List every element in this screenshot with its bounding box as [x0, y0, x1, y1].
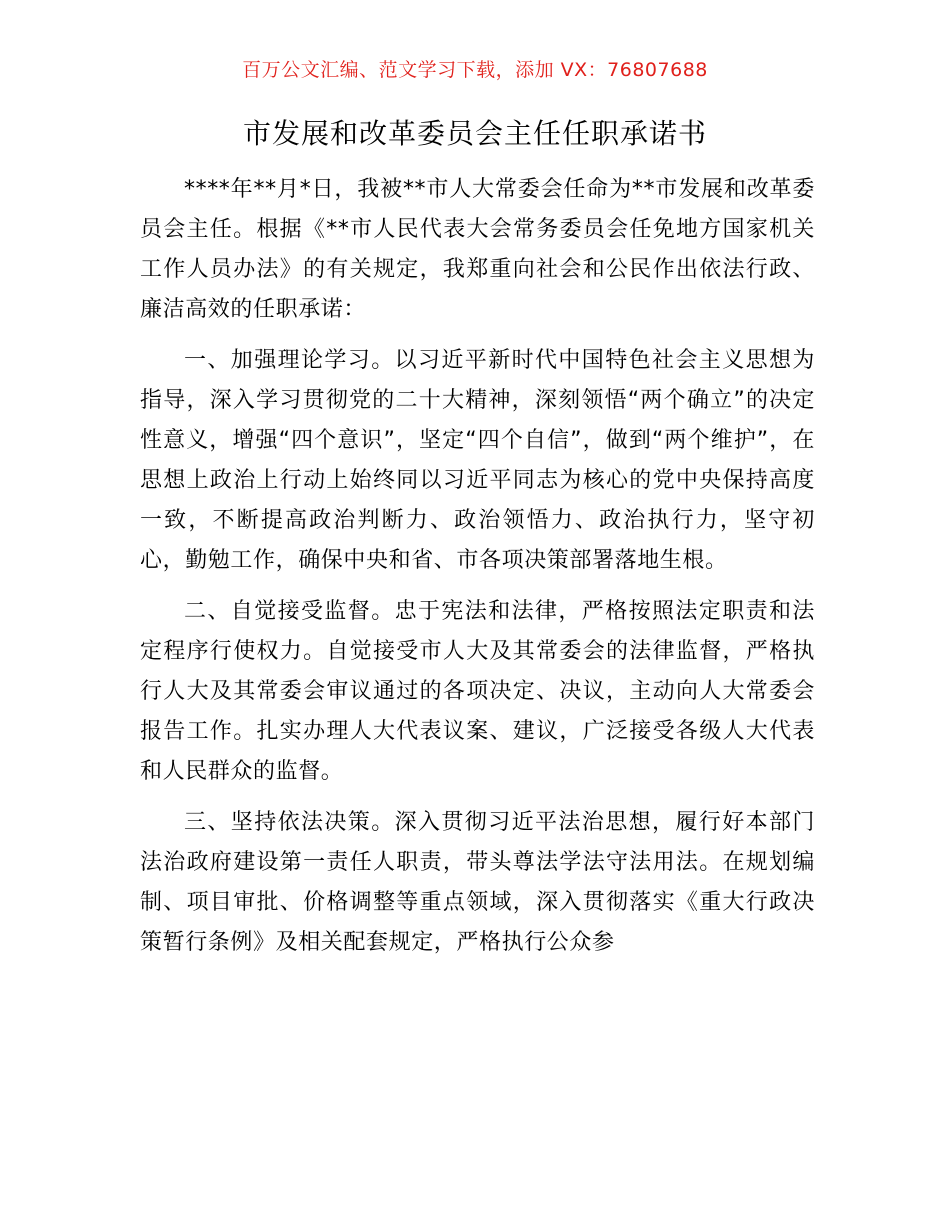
paragraph-3: 三、坚持依法决策。深入贯彻习近平法治思想，履行好本部门法治政府建设第一责任人职责，带头尊法学法守法用法。在规划编制、项目审批、价格调整等重点领域，深入贯彻落实《重大行政决策暂行条例》及相关配套规定，严格执行公众参 — [140, 810, 815, 955]
document-body — [140, 170, 815, 974]
paragraph-1: 一、加强理论学习。以习近平新时代中国特色社会主义思想为指导，深入学习贯彻党的二十大精神，深刻领悟“两个确立”的决定性意义，增强“四个意识”，坚定“四个自信”，做到“两个维护”，在思想上政治上行动上始终同以习近平同志为核心的党中央保持高度一致，不断提高政治判断力、政治领悟力、政治执行力，坚守初心，勤勉工作，确保中央和省、市各项决策部署落地生根。 — [140, 348, 815, 573]
document-title: 市发展和改革委员会主任任职承诺书 — [242, 117, 707, 150]
paragraph-intro: ****年**月*日，我被**市人大常委会任命为**市发展和改革委员会主任。根据《**市人民代表大会常务委员会任免地方国家机关工作人员办法》的有关规定，我郑重向社会和公民作出依法行政、廉洁高效的任职承诺： — [140, 177, 815, 322]
header-note: 百万公文汇编、范文学习下载，添加 VX：76807688 — [242, 59, 708, 81]
paragraph-2: 二、自觉接受监督。忠于宪法和法律，严格按照法定职责和法定程序行使权力。自觉接受市人大及其常委会的法律监督，严格执行人大及其常委会审议通过的各项决定、决议，主动向人大常委会报告工作。扎实办理人大代表议案、建议，广泛接受各级人大代表和人民群众的监督。 — [140, 599, 815, 784]
